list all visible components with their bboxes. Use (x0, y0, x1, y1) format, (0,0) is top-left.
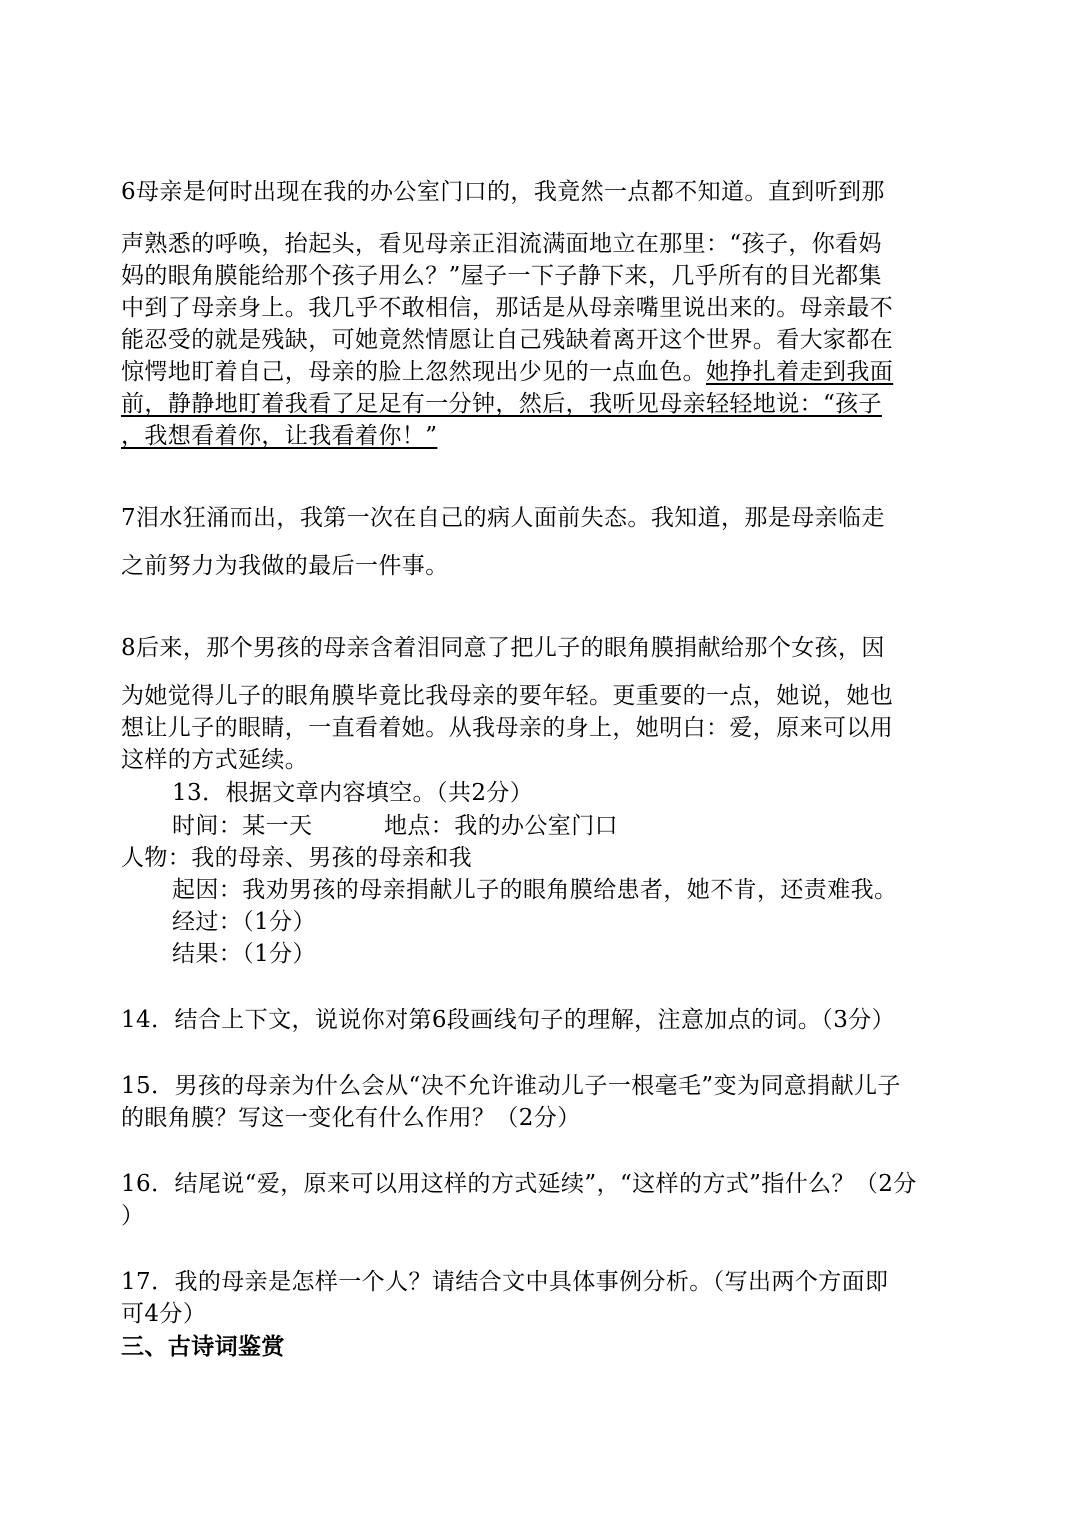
q13-title: 13．根据文章内容填空。（共2分） (172, 780, 534, 806)
underlined-sentence-middle: 前，静静地盯着我看了足足有一分钟，然后，我听见母亲轻轻地说：“孩子 (121, 391, 882, 417)
para7-line-2: 之前努力为我做的最后一件事。 (121, 553, 449, 579)
q13-process: 经过：（1分） (172, 909, 316, 935)
para6-line-2: 声熟悉的呼唤，抬起头，看见母亲正泪流满面地立在那里：“孩子，你看妈 (121, 231, 882, 257)
q16-line-2: ） (121, 1203, 145, 1229)
q13-cause: 起因：我劝男孩的母亲捐献儿子的眼角膜给患者，她不肯，还责难我。 (172, 877, 898, 903)
underlined-sentence-end: ，我想看着你，让我看着你！” (121, 423, 438, 449)
para8-line-4: 这样的方式延续。 (121, 747, 309, 773)
para6-line-6-plain: 惊愕地盯着自己，母亲的脸上忽然现出少见的一点血色。 (121, 359, 706, 385)
q13-place: 地点：我的办公室门口 (384, 813, 618, 839)
q13-result: 结果：（1分） (172, 941, 316, 967)
q13-time: 时间：某一天 (172, 813, 313, 839)
q16-line-1: 16．结尾说“爱，原来可以用这样的方式延续”，“这样的方式”指什么？（2分 (121, 1171, 917, 1197)
para8-line-1: 8后来，那个男孩的母亲含着泪同意了把儿子的眼角膜捐献给那个女孩，因 (121, 635, 885, 661)
q17-line-2: 可4分） (121, 1301, 207, 1327)
para6-line-5: 能忍受的就是残缺，可她竟然情愿让自己残缺着离开这个世界。看大家都在 (121, 327, 894, 353)
section-heading: 三、古诗词鉴赏 (121, 1333, 285, 1360)
para8-line-3: 想让儿子的眼睛，一直看着她。从我母亲的身上，她明白：爱，原来可以用 (121, 715, 894, 741)
para8-line-2: 为她觉得儿子的眼角膜毕竟比我母亲的要年轻。更重要的一点，她说，她也 (121, 683, 894, 709)
q14-text: 14．结合上下文，说说你对第6段画线句子的理解，注意加点的词。（3分） (121, 1007, 896, 1033)
para6-line-1: 6母亲是何时出现在我的办公室门口的，我竟然一点都不知道。直到听到那 (121, 179, 885, 205)
underlined-sentence-start: 她挣扎着走到我面 (706, 359, 894, 385)
para6-line-4: 中到了母亲身上。我几乎不敢相信，那话是从母亲嘴里说出来的。母亲最不 (121, 295, 894, 321)
para7-line-1: 7泪水狂涌而出，我第一次在自己的病人面前失态。我知道，那是母亲临走 (121, 505, 885, 531)
para6-line-6 (121, 356, 893, 388)
para6-line-3: 妈的眼角膜能给那个孩子用么？”屋子一下子静下来，几乎所有的目光都集 (121, 263, 882, 289)
q17-line-1: 17．我的母亲是怎样一个人？请结合文中具体事例分析。（写出两个方面即 (121, 1269, 889, 1295)
q15-line-1: 15．男孩的母亲为什么会从“决不允许谁动儿子一根毫毛”变为同意捐献儿子 (121, 1073, 901, 1099)
q13-people: 人物：我的母亲、男孩的母亲和我 (121, 845, 472, 871)
q15-line-2: 的眼角膜？写这一变化有什么作用？（2分） (121, 1105, 581, 1131)
